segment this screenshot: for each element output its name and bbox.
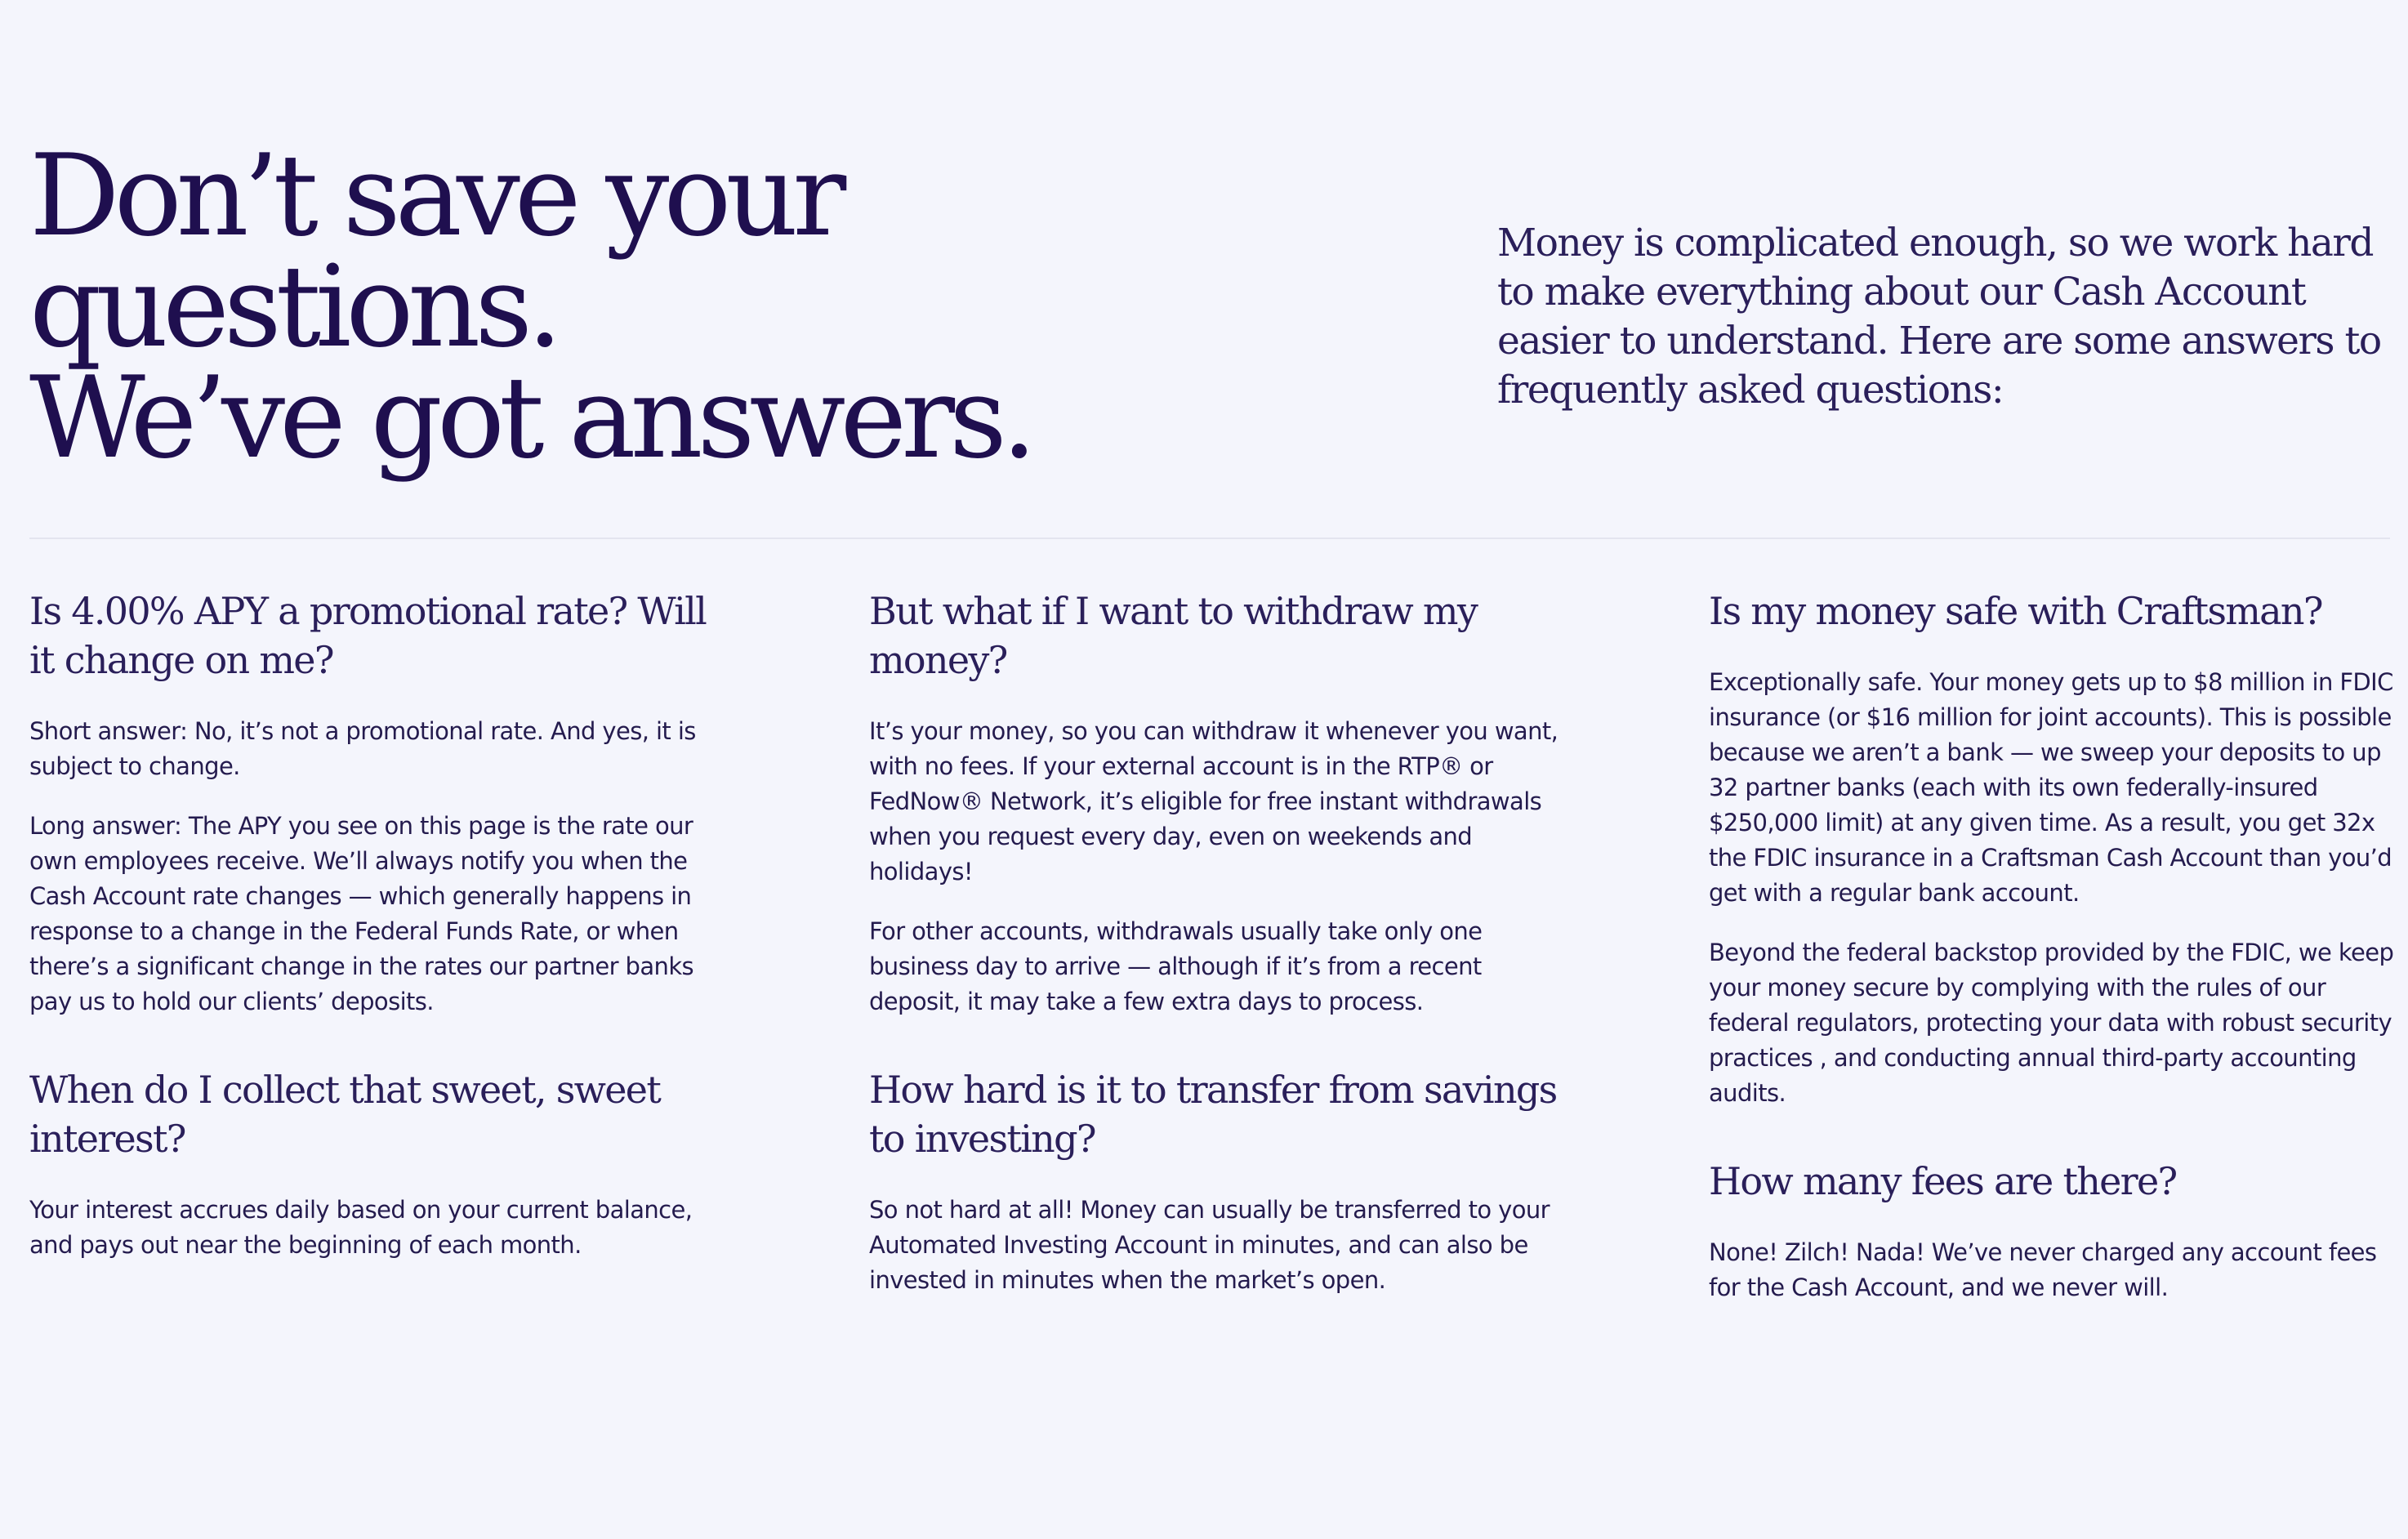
faq-answer: So not hard at all! Money can usually be transferred to your Automated Investing Account in minutes, and can also be invested in minutes when the market’s open.: [869, 1196, 1550, 1294]
faq-question: Is 4.00% APY a promotional rate? Will it change on me?: [29, 589, 707, 682]
faq-item-apy: [29, 587, 724, 1019]
faq-answer: Long answer: The APY you see on this page is the rate our own employees receive. We’ll always notify you when the Cash Account rate changes — which generally happens in response to a change in the Federal Funds Rate, or when there’s a significant change in the rates our partner banks pay us to hold our clients’ deposits.: [29, 812, 694, 1015]
title-line-3: We’ve got answers.: [29, 352, 1032, 484]
faq-question: But what if I want to withdraw my money?: [869, 589, 1478, 682]
faq-answer: Exceptionally safe. Your money gets up to $8 million in FDIC insurance (or $16 million for joint accounts). This is possible because we aren’t a bank — we sweep your deposits to up 32 partner banks (each with its own federally-insured $250,000 limit) at any given time. As a result, you get 32x the FDIC insurance in a Craftsman Cash Account than you’d get with a regular bank account.: [1709, 668, 2393, 907]
faq-page: [29, 0, 2394, 1539]
faq-column-2: [869, 587, 1563, 1344]
faq-item-transfer: [869, 1065, 1563, 1298]
faq-answer: Your interest accrues daily based on your current balance, and pays out near the beginning of each month.: [29, 1196, 693, 1259]
faq-answer: It’s your money, so you can withdraw it whenever you want, with no fees. If your external account is in the RTP® or FedNow® Network, it’s eligible for free instant withdrawals when you request every day, even on weekends and holidays!: [869, 717, 1559, 885]
faq-item-interest: [29, 1065, 724, 1263]
faq-item-withdraw: [869, 587, 1563, 1019]
faq-answer: For other accounts, withdrawals usually take only one business day to arrive — although if it’s from a recent deposit, it may take a few extra days to process.: [869, 917, 1483, 1015]
title-line-2: questions.: [29, 241, 557, 372]
faq-column-3: [1709, 587, 2408, 1351]
faq-answer: None! Zilch! Nada! We’ve never charged any account fees for the Cash Account, and we never will.: [1709, 1238, 2377, 1301]
faq-question: When do I collect that sweet, sweet interest?: [29, 1068, 661, 1161]
faq-question: Is my money safe with Craftsman?: [1709, 589, 2322, 633]
title-line-1: Don’t save your: [29, 130, 841, 261]
faq-item-fees: [1709, 1157, 2408, 1305]
section-divider: [29, 538, 2390, 539]
faq-answer: Beyond the federal backstop provided by the FDIC, we keep your money secure by complying with the rules of our federal regulators, protecting your data with robust security practices , and conducting annual third-party accounting audits.: [1709, 939, 2394, 1107]
faq-question: How hard is it to transfer from savings to investing?: [869, 1068, 1557, 1161]
page-title: [29, 130, 1059, 484]
faq-item-safety: [1709, 587, 2408, 1111]
faq-answer: Short answer: No, it’s not a promotional rate. And yes, it is subject to change.: [29, 717, 696, 780]
faq-column-1: [29, 587, 724, 1309]
faq-question: How many fees are there?: [1709, 1159, 2177, 1203]
intro-text: Money is complicated enough, so we work hard to make everything about our Cash Account easier to understand. Here are some answers to frequently asked questions:: [1497, 221, 2381, 413]
